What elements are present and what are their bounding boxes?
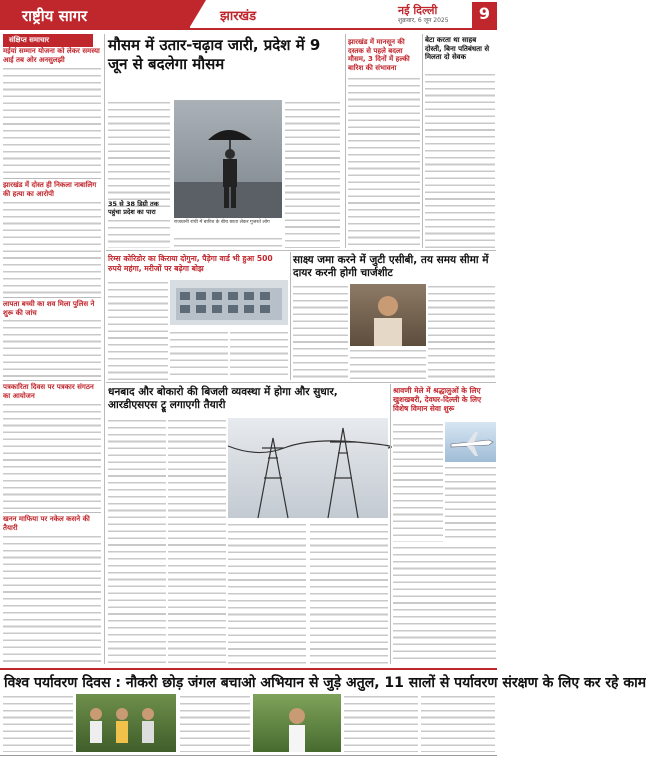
lead-subheadline: 35 से 38 डिग्री तक पहुंचा प्रदेश का पारा [108,200,159,216]
banner-text-col-4 [421,694,495,752]
lead-text-col-1 [108,100,170,210]
story4-photo [228,418,388,518]
banner-photo-1 [76,694,176,752]
banner-text-col-2 [180,694,250,752]
sidebar-text-4 [3,402,101,510]
brand-swoosh [188,0,206,30]
story5-photo [445,422,496,462]
story3-headline: साक्ष्य जमा करने में जुटी एसीबी, तय समय सीमा में दायर करनी होगी चार्जशीट [293,254,489,279]
lead-photo-caption: राजधानी रांची में बारिश के बीच छाता लेकर गुजरते लोग [174,220,270,225]
story4-text-col-3 [228,522,306,664]
banner-text-col-1 [3,694,73,752]
edition-city: नई दिल्ली [398,4,438,17]
story2-text-col-1 [108,280,168,380]
edition-date: शुक्रवार, 6 जून 2025 [398,17,449,24]
column-rule [422,34,423,248]
story3-text-col-2 [350,348,426,380]
sidebar-text-2 [3,200,101,295]
right-story-text [425,72,495,248]
story2-text-col-2 [170,330,228,380]
story5-text-col-3 [393,545,496,664]
lead-text-col-2 [174,236,282,248]
divider [3,512,101,513]
sidebar-text-1 [3,66,101,176]
right-story-headline: बेटा करता था साहब दोस्ती, बिना पतिबंधता से मिलता दो सेवक [425,36,490,61]
lead-headline: मौसम में उतार-चढ़ाव जारी, प्रदेश में 9 जून से बदलेगा मौसम [108,36,321,73]
lead-photo [174,100,282,218]
column-rule [390,384,391,664]
sidebar-headline-1: मईयां सम्मान योजना को लेकर समस्या आई तब ओर अनसुलझी [3,47,100,64]
sidebar-headline-4: पत्रकारिता दिवस पर पत्रकार संगठन का आयोजन [3,383,94,400]
story5-text-col-1 [393,422,443,542]
story2-headline: रिम्स कोरिडोर का किराया दोगुना, पैड़ेगा वार्ड भी हुआ 500 रुपये महंगा, मरीजों पर बढ़ेगा बोझ [108,254,273,273]
story2-photo [170,280,288,325]
story4-text-col-2 [168,418,226,664]
banner-text-col-3 [344,694,418,752]
story3-photo [350,284,426,346]
page-number: 9 [472,2,497,28]
divider [3,297,101,298]
story3-text-col-3 [428,284,495,380]
story4-headline: धनबाद और बोकारो की बिजली व्यवस्था में होगा और सुधार, आरडीएसएस ट्रू लगाएगी तैयारी [108,386,338,411]
side-story-headline: झारखंड में मानसून की दस्तक से पहले बदला मौसम, 3 दिनों में हल्की बारिश की संभावना [348,38,410,72]
sidebar-text-5 [3,534,101,664]
newspaper-brand: राष्ट्रीय सागर [0,0,190,30]
column-rule [345,34,346,248]
sidebar-label: संक्षिप्त समाचार [3,34,93,47]
column-rule [104,34,105,664]
divider [3,178,101,179]
story5-headline: श्रावणी मेले में श्रद्धालुओं के लिए खुशखबरी, देवघर-दिल्ली के लिए विशेष विमान सेवा शुरू [393,386,482,413]
story4-text-col-1 [108,418,166,664]
story5-text-col-2 [445,465,496,542]
story3-text-col-1 [293,284,348,380]
lead-text-col-3 [285,100,340,248]
banner-photo-2 [253,694,341,752]
side-story-text [348,76,420,248]
sidebar-headline-5: खनन माफिया पर नकेल कसने की तैयारी [3,515,90,532]
story4-text-col-4 [310,522,388,664]
column-rule [290,252,291,380]
sidebar-headline-3: लापता बच्ची का शव मिला पुलिस ने शुरू की जांच [3,300,95,317]
divider [3,380,101,381]
sidebar-headline-2: झारखंड में दोस्त ही निकला नाबालिग की हत्या का आरोपी [3,181,97,198]
story2-text-col-3 [230,330,288,380]
sidebar-text-3 [3,318,101,378]
lead-text-col-1b [108,218,170,248]
bottom-banner-headline: विश्व पर्यावरण दिवस : नौकरी छोड़ जंगल बचाओ अभियान से जुड़े अतुल, 11 सालों से पर्यावरण संरक्षण के लिए कर रहे काम [0,668,497,690]
divider [106,382,496,383]
page-footer [0,755,497,765]
section-state: झारखंड [220,9,257,24]
divider [106,250,496,251]
